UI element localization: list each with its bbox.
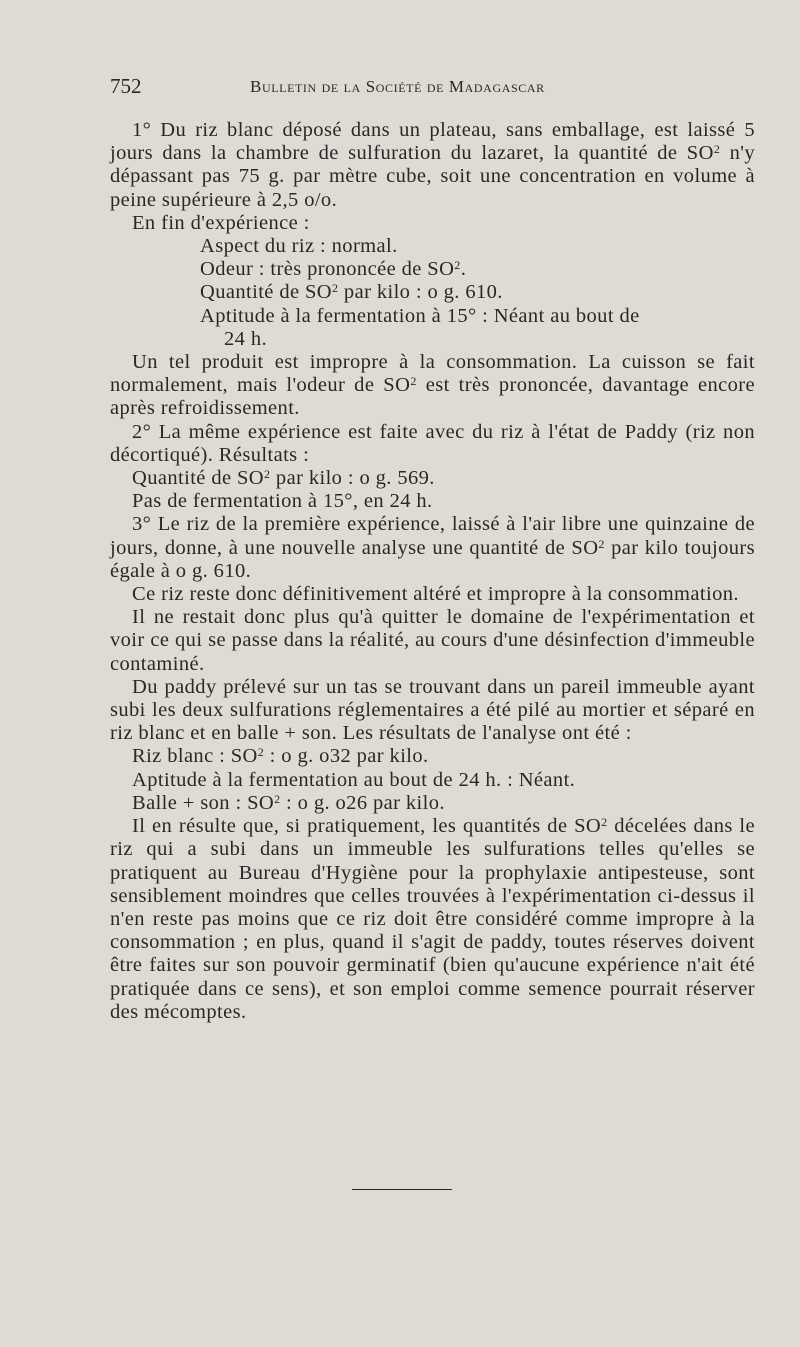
paragraph-experiment-2: 2° La même expérience est faite avec du riz à l'état de Paddy (riz non décortiqué). Résultats :	[110, 420, 755, 466]
paragraph-conclusion-1: Un tel produit est impropre à la consommation. La cuisson se fait normalement, mais l'odeur de $SO^2$ est très prononcée, davantage encore après refroidissement.	[110, 351, 755, 420]
running-title: Bulletin de la Société de Madagascar	[250, 77, 545, 96]
result-aspect: Aspect du riz : normal.	[200, 235, 398, 258]
paragraph-paddy-sample: Du paddy prélevé sur un tas se trouvant dans un pareil immeuble ayant subi les deux sulfurations réglementaires a été pilé au mortier et séparé en riz blanc et en balle + son. Les résultats de l'analyse ont été :	[110, 675, 755, 745]
result-odeur: Odeur : très prononcée de $SO^2$.	[200, 258, 467, 281]
paragraph-reality: Il ne restait donc plus qu'à quitter le domaine de l'expérimentation et voir ce qui se passe dans la réalité, au cours d'une désinfection d'immeuble contaminé.	[110, 606, 755, 675]
paragraph-end-of-experiment: En fin d'expérience :	[132, 211, 310, 234]
page-header	[110, 74, 750, 108]
result-quantite-paddy: Quantité de $SO^2$ par kilo : o g. 569.	[132, 467, 435, 490]
result-fermentation-paddy: Pas de fermentation à 15°, en 24 h.	[132, 490, 433, 513]
result-riz-blanc: Riz blanc : $SO^2$ : o g. o32 par kilo.	[132, 745, 429, 768]
section-end-rule	[352, 1189, 452, 1190]
paragraph-final-conclusion: Il en résulte que, si pratiquement, les quantités de $SO^2$ décelées dans le riz qui a subi dans un immeuble les sulfurations telles qu'elles se pratiquent au Bureau d'Hygiène pour la prophylaxie antipesteuse, sont sensiblement moindres que celles trouvées à l'expérimentation ci-dessus il n'en reste pas moins que ce riz doit être considéré comme impropre à la consommation ; en plus, quand il s'agit de paddy, toutes réserves doivent être faites sur son pouvoir germinatif (bien qu'aucune expérience n'ait été pratiquée dans ce sens), et son emploi comme semence pourrait réserver des mécomptes.	[110, 815, 756, 1023]
body-text	[110, 119, 755, 1024]
paragraph-experiment-3: 3° Le riz de la première expérience, laissé à l'air libre une quinzaine de jours, donne, à une nouvelle analyse une quantité de $SO^2$ par kilo toujours égale à o g. 610.	[110, 513, 755, 582]
paragraph-experiment-1: 1° Du riz blanc déposé dans un plateau, sans emballage, est laissé 5 jours dans la chambre de sulfuration du lazaret, la quantité de $SO^2$ n'y dépassant pas 75 g. par mètre cube, soit une concentration en volume à peine supérieure à 2,5 o/o.	[110, 119, 755, 211]
result-aptitude-24h: Aptitude à la fermentation au bout de 24 h. : Néant.	[132, 768, 576, 791]
result-balle-son: Balle + son : $SO^2$ : o g. o26 par kilo.	[132, 791, 445, 814]
page-number: 752	[110, 74, 142, 98]
result-aptitude: Aptitude à la fermentation à 15° : Néant au bout de 24 h.	[200, 304, 640, 350]
paragraph-conclusion-2: Ce riz reste donc définitivement altéré et impropre à la consommation.	[132, 583, 739, 606]
result-quantite: Quantité de $SO^2$ par kilo : o g. 610.	[200, 281, 503, 304]
